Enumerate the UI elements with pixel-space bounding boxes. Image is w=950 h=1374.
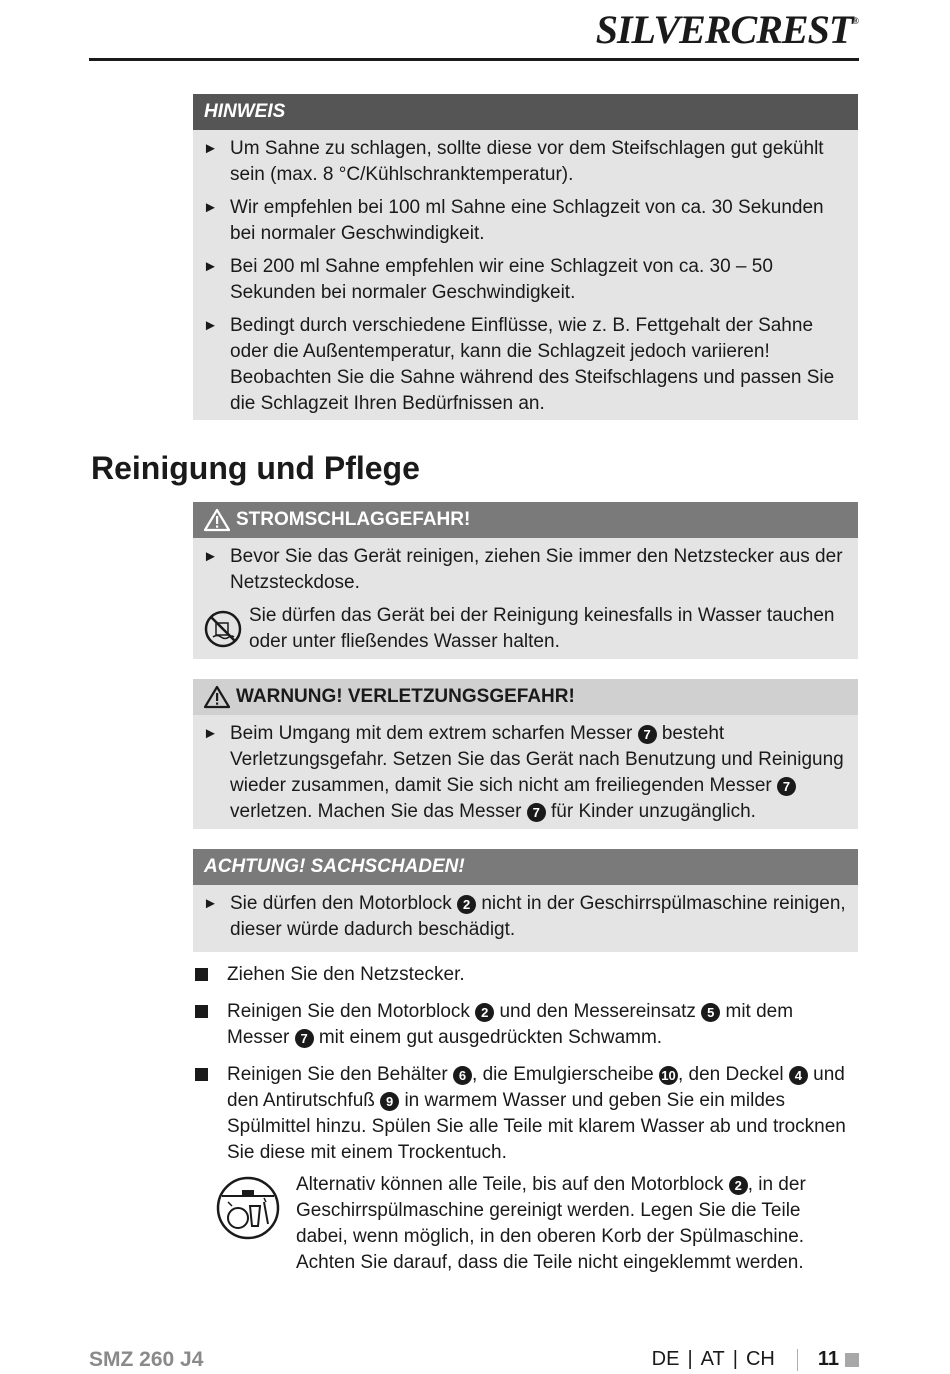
bullet-triangle-icon: ►: [203, 140, 218, 157]
header-rule: [89, 58, 859, 61]
part-number-badge: 5: [701, 1003, 720, 1022]
property-damage-title: ACHTUNG! SACHSCHADEN!: [204, 856, 465, 877]
bullet-triangle-icon: ►: [203, 199, 218, 216]
hinweis-box: [193, 94, 858, 420]
bullet-triangle-icon: ►: [203, 725, 218, 742]
no-immersion-note: Sie dürfen das Gerät bei der Reinigung keinesfalls in Wasser tauchen oder unter fließendes Wasser halten.: [203, 603, 848, 655]
footer-divider: [797, 1349, 798, 1371]
warning-triangle-icon: [204, 508, 230, 532]
language-at: AT: [700, 1348, 725, 1370]
bullet-triangle-icon: ►: [203, 317, 218, 334]
part-number-badge: 2: [457, 895, 476, 914]
step-item: Reinigen Sie den Behälter 6 , die Emulgierscheibe 10 , den Deckel 4 und den Antirutschfuß 9 in warmem Wasser und geben Sie ein mildes Spülmittel hinzu. Spülen Sie alle Teile mit klarem Wasser ab und trocknen Sie diese mit einem Trockentuch.: [193, 1062, 859, 1166]
language-separator: |: [732, 1348, 738, 1370]
part-number-badge: 2: [475, 1003, 494, 1022]
warning-triangle-icon: [204, 685, 230, 709]
step-item: Reinigen Sie den Motorblock 2 und den Messereinsatz 5 mit dem Messer 7 mit einem gut ausgedrückten Schwamm.: [193, 999, 859, 1051]
hinweis-item: ► Wir empfehlen bei 100 ml Sahne eine Schlagzeit von ca. 30 Sekunden bei normaler Geschwindigkeit.: [203, 197, 824, 244]
dishwasher-text: Alternativ können alle Teile, bis auf den Motorblock 2 , in der Geschirrspülmaschine gereinigt werden. Legen Sie die Teile dabei, wenn möglich, in den oberen Korb der Spülmaschine. Achten Sie darauf, dass die Teile nicht eingeklemmt werden.: [296, 1174, 806, 1273]
hinweis-item: ► Bedingt durch verschiedene Einflüsse, wie z. B. Fettgehalt der Sahne oder die Außentemperatur, kann die Schlagzeit jedoch variieren! Beobachten Sie die Sahne während des Steifschlagens und passen Sie die Schlagzeit Ihren Bedürfnissen an.: [203, 315, 835, 414]
part-number-badge: 6: [453, 1066, 472, 1085]
brand-logo: SILVERCREST®: [595, 7, 858, 52]
step-item: Ziehen Sie den Netzstecker.: [193, 962, 859, 988]
hinweis-title: HINWEIS: [204, 101, 286, 122]
property-damage-header: [193, 849, 858, 885]
property-damage-item: ► Sie dürfen den Motorblock 2 nicht in der Geschirrspülmaschine reinigen, dieser würde dadurch beschädigt.: [203, 893, 846, 940]
section-heading: Reinigung und Pflege: [91, 450, 420, 486]
hinweis-item: ► Bei 200 ml Sahne empfehlen wir eine Schlagzeit von ca. 30 – 50 Sekunden bei normaler Geschwindigkeit.: [203, 256, 773, 303]
part-number-badge: 4: [789, 1066, 808, 1085]
injury-warning-item: ► Beim Umgang mit dem extrem scharfen Messer 7 besteht Verletzungsgefahr. Setzen Sie das Gerät nach Benutzung und Reinigung wieder zusammen, damit Sie sich nicht am freiliegenden Messer 7 verletzen. Machen Sie das Messer 7 für Kinder unzugänglich.: [203, 723, 844, 822]
footer-pagination: [652, 1348, 859, 1371]
language-separator: |: [687, 1348, 693, 1370]
part-number-badge: 7: [295, 1029, 314, 1048]
bullet-triangle-icon: ►: [203, 258, 218, 275]
electric-shock-title: STROMSCHLAGGEFAHR!: [236, 509, 471, 530]
electric-shock-header: [193, 502, 858, 538]
part-number-badge: 7: [777, 777, 796, 796]
hinweis-header: [193, 94, 858, 130]
injury-warning-box: [193, 679, 858, 829]
footer-model: SMZ 260 J4: [89, 1348, 204, 1371]
electric-shock-warning-box: [193, 502, 858, 659]
square-bullet-icon: [195, 968, 208, 981]
part-number-badge: 9: [380, 1092, 399, 1111]
dishwasher-safe-icon: [216, 1176, 280, 1240]
no-water-immersion-icon: [203, 609, 243, 649]
part-number-badge: 7: [527, 803, 546, 822]
hinweis-item: ► Um Sahne zu schlagen, sollte diese vor dem Steifschlagen gut gekühlt sein (max. 8 °C/Kühlschranktemperatur).: [203, 138, 824, 185]
property-damage-box: [193, 849, 858, 952]
page-marker-square: [845, 1353, 859, 1367]
square-bullet-icon: [195, 1005, 208, 1018]
injury-warning-header: [193, 679, 858, 715]
bullet-triangle-icon: ►: [203, 895, 218, 912]
language-de: DE: [651, 1348, 680, 1370]
bullet-triangle-icon: ►: [203, 548, 218, 565]
part-number-badge: 7: [638, 725, 657, 744]
injury-warning-title: WARNUNG! VERLETZUNGSGEFAHR!: [236, 686, 575, 707]
square-bullet-icon: [195, 1068, 208, 1081]
dishwasher-note: [216, 1172, 836, 1276]
part-number-badge: 2: [729, 1176, 748, 1195]
cleaning-steps: [193, 962, 859, 1177]
electric-shock-item: ► Bevor Sie das Gerät reinigen, ziehen Sie immer den Netzstecker aus der Netzsteckdose.: [203, 546, 843, 593]
page-number: 11: [817, 1348, 839, 1370]
language-ch: CH: [745, 1348, 775, 1370]
part-number-badge: 10: [659, 1066, 678, 1085]
